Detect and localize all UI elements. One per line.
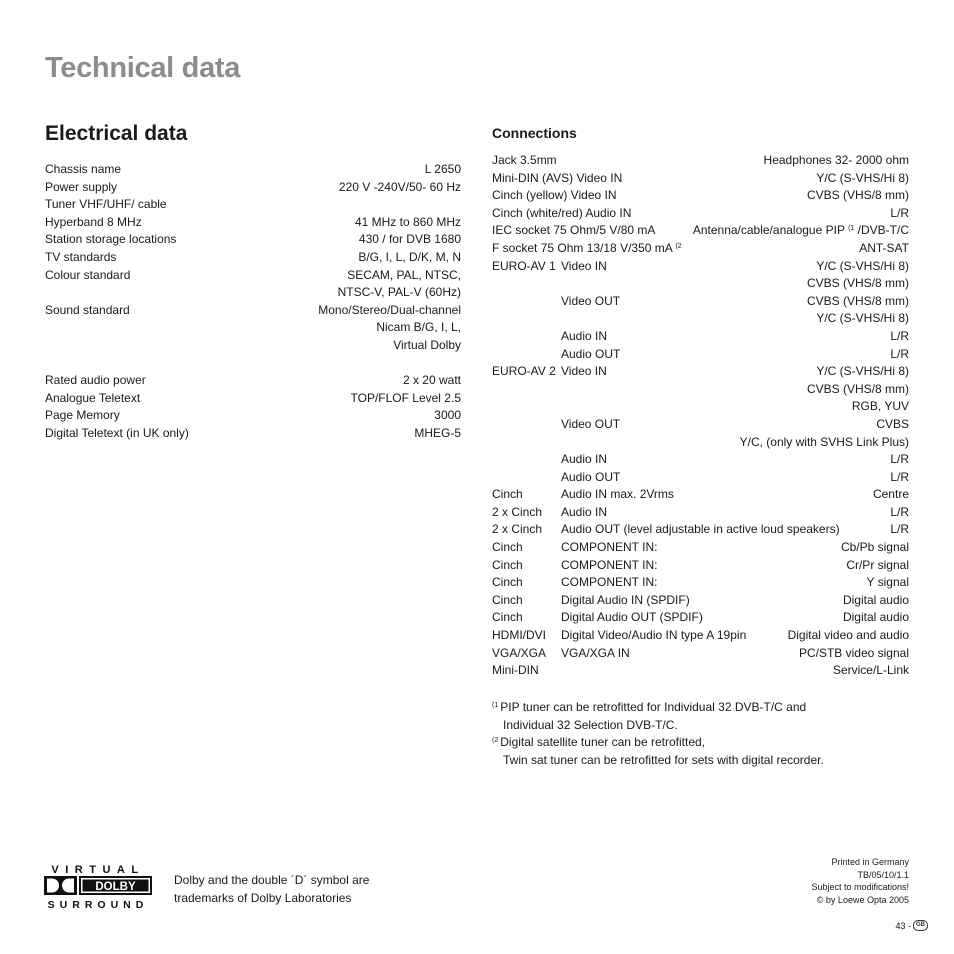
connections-heading: Connections <box>492 125 577 141</box>
electrical-data-heading: Electrical data <box>45 122 188 145</box>
spec-label: Analogue Teletext <box>45 390 141 405</box>
dolby-virtual-surround-logo <box>44 862 152 910</box>
connection-function: Digital Audio IN (SPDIF) <box>561 592 690 607</box>
print-info <box>811 856 909 906</box>
footnote-text: PIP tuner can be retrofitted for Individual 32 DVB-T/C and <box>500 700 807 714</box>
connection-signal: Digital audio <box>842 610 909 625</box>
spec-label: Tuner VHF/UHF/ cable <box>45 197 167 212</box>
page-number-text: 43 - <box>895 920 911 931</box>
footnote-mark: (2 <box>492 737 499 745</box>
spec-row <box>45 179 461 197</box>
connection-signal: Y/C (S-VHS/Hi 8) <box>816 364 909 379</box>
spec-label: Power supply <box>45 179 118 194</box>
connection-function: Digital Video/Audio IN type A 19pin <box>561 628 747 643</box>
connection-type: Cinch <box>492 557 523 572</box>
connection-type: Cinch <box>492 487 523 502</box>
connection-signal: L/R <box>890 522 909 537</box>
connection-label-text: F socket 75 Ohm 13/18 V/350 mA <box>492 240 673 255</box>
connection-label-text: Jack 3.5mm <box>492 153 557 167</box>
print-info-line: Subject to modifications! <box>811 882 909 892</box>
connection-label <box>492 222 655 240</box>
dolby-note-line-2: trademarks of Dolby Laboratories <box>174 891 352 905</box>
connection-value-text: /DVB-T/C <box>857 223 909 238</box>
connection-signal: CVBS (VHS/8 mm) <box>806 276 909 291</box>
spec-row <box>45 390 461 408</box>
connection-signal: L/R <box>890 452 909 467</box>
spec-value: 41 MHz to 860 MHz <box>354 214 461 229</box>
connection-function: Audio IN <box>561 452 608 467</box>
connection-signal: Y/C, (only with SVHS Link Plus) <box>739 434 909 449</box>
spec-row <box>45 407 461 425</box>
connection-row <box>492 381 909 399</box>
connection-function: Audio OUT <box>561 469 621 484</box>
spec-label: Station storage locations <box>45 232 177 247</box>
spec-row <box>45 267 461 285</box>
connection-function: Audio IN max. 2Vrms <box>561 487 674 502</box>
connection-row <box>492 434 909 452</box>
footnote-mark: (1 <box>492 702 499 709</box>
footnote-text: Digital satellite tuner can be retrofitted, <box>500 735 706 750</box>
connection-function: Audio IN <box>561 504 608 519</box>
connection-type: 2 x Cinch <box>492 522 543 537</box>
footnote-line <box>492 699 892 717</box>
logo-top-text: VIRTUAL <box>51 864 145 876</box>
connection-row <box>492 275 909 293</box>
connection-signal: CVBS <box>876 416 909 431</box>
connection-type: Mini-DIN <box>492 663 539 678</box>
connection-signal: Centre <box>872 487 909 502</box>
print-info-line: TB/05/10/1.1 <box>857 869 909 880</box>
connection-signal: L/R <box>890 346 909 361</box>
connection-type: 2 x Cinch <box>492 504 543 519</box>
connection-value <box>807 187 909 205</box>
page-number <box>895 920 928 931</box>
connection-row <box>492 557 909 575</box>
connection-signal: PC/STB video signal <box>798 645 909 660</box>
connection-row <box>492 486 909 504</box>
connection-function: Video OUT <box>561 293 621 308</box>
connection-signal: L/R <box>890 469 909 484</box>
spec-label: Sound standard <box>45 302 130 317</box>
spec-row <box>45 196 461 214</box>
print-info-line: Printed in Germany <box>831 857 909 867</box>
connection-function: Digital Audio OUT (SPDIF) <box>561 610 703 625</box>
connection-row <box>492 187 909 205</box>
connection-label-text: IEC socket 75 Ohm/5 V/80 mA <box>492 223 656 238</box>
spec-row <box>45 319 461 337</box>
connection-row <box>492 662 909 680</box>
connection-row <box>492 451 909 469</box>
connection-type: Cinch <box>492 540 523 555</box>
connection-row <box>492 416 909 434</box>
connection-signal: Digital video and audio <box>787 628 909 643</box>
connection-signal: CVBS (VHS/8 mm) <box>806 293 909 308</box>
spec-label: Hyperband 8 MHz <box>45 214 142 229</box>
connection-type: HDMI/DVI <box>492 628 546 643</box>
connection-signal: Digital audio <box>842 592 909 607</box>
connection-value-text: Headphones 32- 2000 ohm <box>763 153 909 167</box>
connection-row <box>492 328 909 346</box>
spec-label: TV standards <box>45 249 117 264</box>
connection-function: COMPONENT IN: <box>561 557 658 572</box>
footnotes <box>492 699 892 769</box>
spec-value: B/G, I, L, D/K, M, N <box>358 249 461 264</box>
connection-type: Cinch <box>492 592 523 607</box>
connection-row <box>492 310 909 328</box>
connection-function: COMPONENT IN: <box>561 540 658 555</box>
connection-label <box>492 240 682 258</box>
print-info-line: © by Loewe Opta 2005 <box>816 894 909 905</box>
connection-signal: CVBS (VHS/8 mm) <box>806 381 909 396</box>
logo-bottom-text: SURROUND <box>47 899 149 910</box>
connection-function: VGA/XGA IN <box>561 645 630 660</box>
spec-row <box>45 425 461 443</box>
spec-value: NTSC-V, PAL-V (60Hz) <box>337 285 461 300</box>
connection-signal: L/R <box>890 504 909 519</box>
spec-row <box>45 372 461 390</box>
connection-type: EURO-AV 2 <box>492 364 556 379</box>
connection-label-text: Mini-DIN (AVS) Video IN <box>492 170 623 185</box>
connection-row <box>492 504 909 522</box>
connection-signal: Y signal <box>866 575 909 590</box>
connection-type: Cinch <box>492 575 523 590</box>
connection-row <box>492 645 909 663</box>
footnote-text: Twin sat tuner can be retrofitted for sets with digital recorder. <box>503 752 824 767</box>
connection-value <box>890 205 909 223</box>
connection-function: Video IN <box>561 258 607 273</box>
page-title: Technical data <box>45 52 241 84</box>
footnote-text: Individual 32 Selection DVB-T/C. <box>503 717 678 732</box>
connection-function: Audio OUT (level adjustable in active loud speakers) <box>561 522 840 537</box>
connection-row <box>492 205 909 223</box>
connection-type: EURO-AV 1 <box>492 258 556 273</box>
connection-row <box>492 469 909 487</box>
connection-function: Video IN <box>561 364 607 379</box>
connection-signal: RGB, YUV <box>851 399 909 414</box>
connection-value <box>693 222 909 240</box>
spec-row <box>45 214 461 232</box>
spec-value: MHEG-5 <box>414 425 461 440</box>
spec-row <box>45 231 461 249</box>
connection-row <box>492 539 909 557</box>
footnote-line <box>492 734 892 752</box>
connection-signal: Service/L-Link <box>832 663 909 678</box>
spec-label: Digital Teletext (in UK only) <box>45 425 189 440</box>
connection-value-text: ANT-SAT <box>859 240 909 255</box>
connection-row <box>492 170 909 188</box>
spec-value: 220 V -240V/50- 60 Hz <box>338 179 461 194</box>
connection-signal: Y/C (S-VHS/Hi 8) <box>816 258 909 273</box>
connection-label <box>492 187 617 205</box>
connection-row <box>492 293 909 311</box>
spec-row <box>45 284 461 302</box>
dolby-trademark-note <box>174 871 369 907</box>
language-badge: GB <box>913 920 928 931</box>
connection-value-text: Antenna/cable/analogue PIP <box>692 223 845 238</box>
connection-label-text: Cinch (yellow) Video IN <box>492 188 617 203</box>
spec-value: Nicam B/G, I, L, <box>376 320 461 335</box>
spec-value: 3000 <box>434 408 461 423</box>
connection-signal: Cr/Pr signal <box>846 557 909 572</box>
spec-label: Chassis name <box>45 162 122 176</box>
spec-value: SECAM, PAL, NTSC, <box>347 267 461 282</box>
spec-value: 2 x 20 watt <box>402 373 461 388</box>
spec-value: L 2650 <box>424 162 461 176</box>
footnote-mark: (1 <box>848 225 855 233</box>
connection-row <box>492 521 909 539</box>
connection-function: COMPONENT IN: <box>561 575 658 590</box>
connection-label <box>492 152 557 170</box>
connection-label-text: Cinch (white/red) Audio IN <box>492 205 632 220</box>
connection-value-text: CVBS (VHS/8 mm) <box>806 188 909 203</box>
connection-row <box>492 609 909 627</box>
connection-row <box>492 574 909 592</box>
connection-label <box>492 170 622 188</box>
connection-row <box>492 152 909 170</box>
spec-label: Page Memory <box>45 408 120 423</box>
connection-value <box>859 240 909 258</box>
electrical-data-table <box>45 161 461 443</box>
spec-row <box>45 249 461 267</box>
connection-row <box>492 240 909 258</box>
dolby-note-line-1: Dolby and the double ´D´ symbol are <box>174 873 370 887</box>
connection-row <box>492 592 909 610</box>
spec-label: Rated audio power <box>45 373 146 388</box>
footnote-mark: (2 <box>675 242 682 250</box>
connection-value <box>764 152 909 170</box>
connection-value-text: L/R <box>890 205 909 220</box>
connection-row <box>492 398 909 416</box>
connection-signal: Y/C (S-VHS/Hi 8) <box>816 311 909 326</box>
spec-label: Colour standard <box>45 267 131 282</box>
connection-row <box>492 627 909 645</box>
connection-type: Cinch <box>492 610 523 625</box>
spec-row <box>45 355 461 373</box>
connection-signal: Cb/Pb signal <box>840 540 909 555</box>
connection-value-text: Y/C (S-VHS/Hi 8) <box>816 170 909 185</box>
connection-label <box>492 205 631 223</box>
connection-signal: L/R <box>890 328 909 343</box>
connections-table <box>492 152 909 680</box>
connection-row <box>492 222 909 240</box>
spec-row <box>45 161 461 179</box>
logo-mid-text: DOLBY <box>95 881 136 893</box>
connection-value <box>816 170 909 188</box>
double-d-icon <box>44 876 77 895</box>
spec-value: Mono/Stereo/Dual-channel <box>318 302 461 317</box>
connection-row <box>492 258 909 276</box>
spec-row <box>45 337 461 355</box>
spec-value: Virtual Dolby <box>393 337 461 352</box>
connection-function: Audio OUT <box>561 346 621 361</box>
connection-type: VGA/XGA <box>492 645 547 660</box>
spec-row <box>45 302 461 320</box>
connection-row <box>492 363 909 381</box>
connection-function: Audio IN <box>561 328 608 343</box>
connection-function: Video OUT <box>561 416 621 431</box>
connection-row <box>492 346 909 364</box>
spec-value: 430 / for DVB 1680 <box>358 232 461 247</box>
spec-value: TOP/FLOF Level 2.5 <box>350 390 461 405</box>
